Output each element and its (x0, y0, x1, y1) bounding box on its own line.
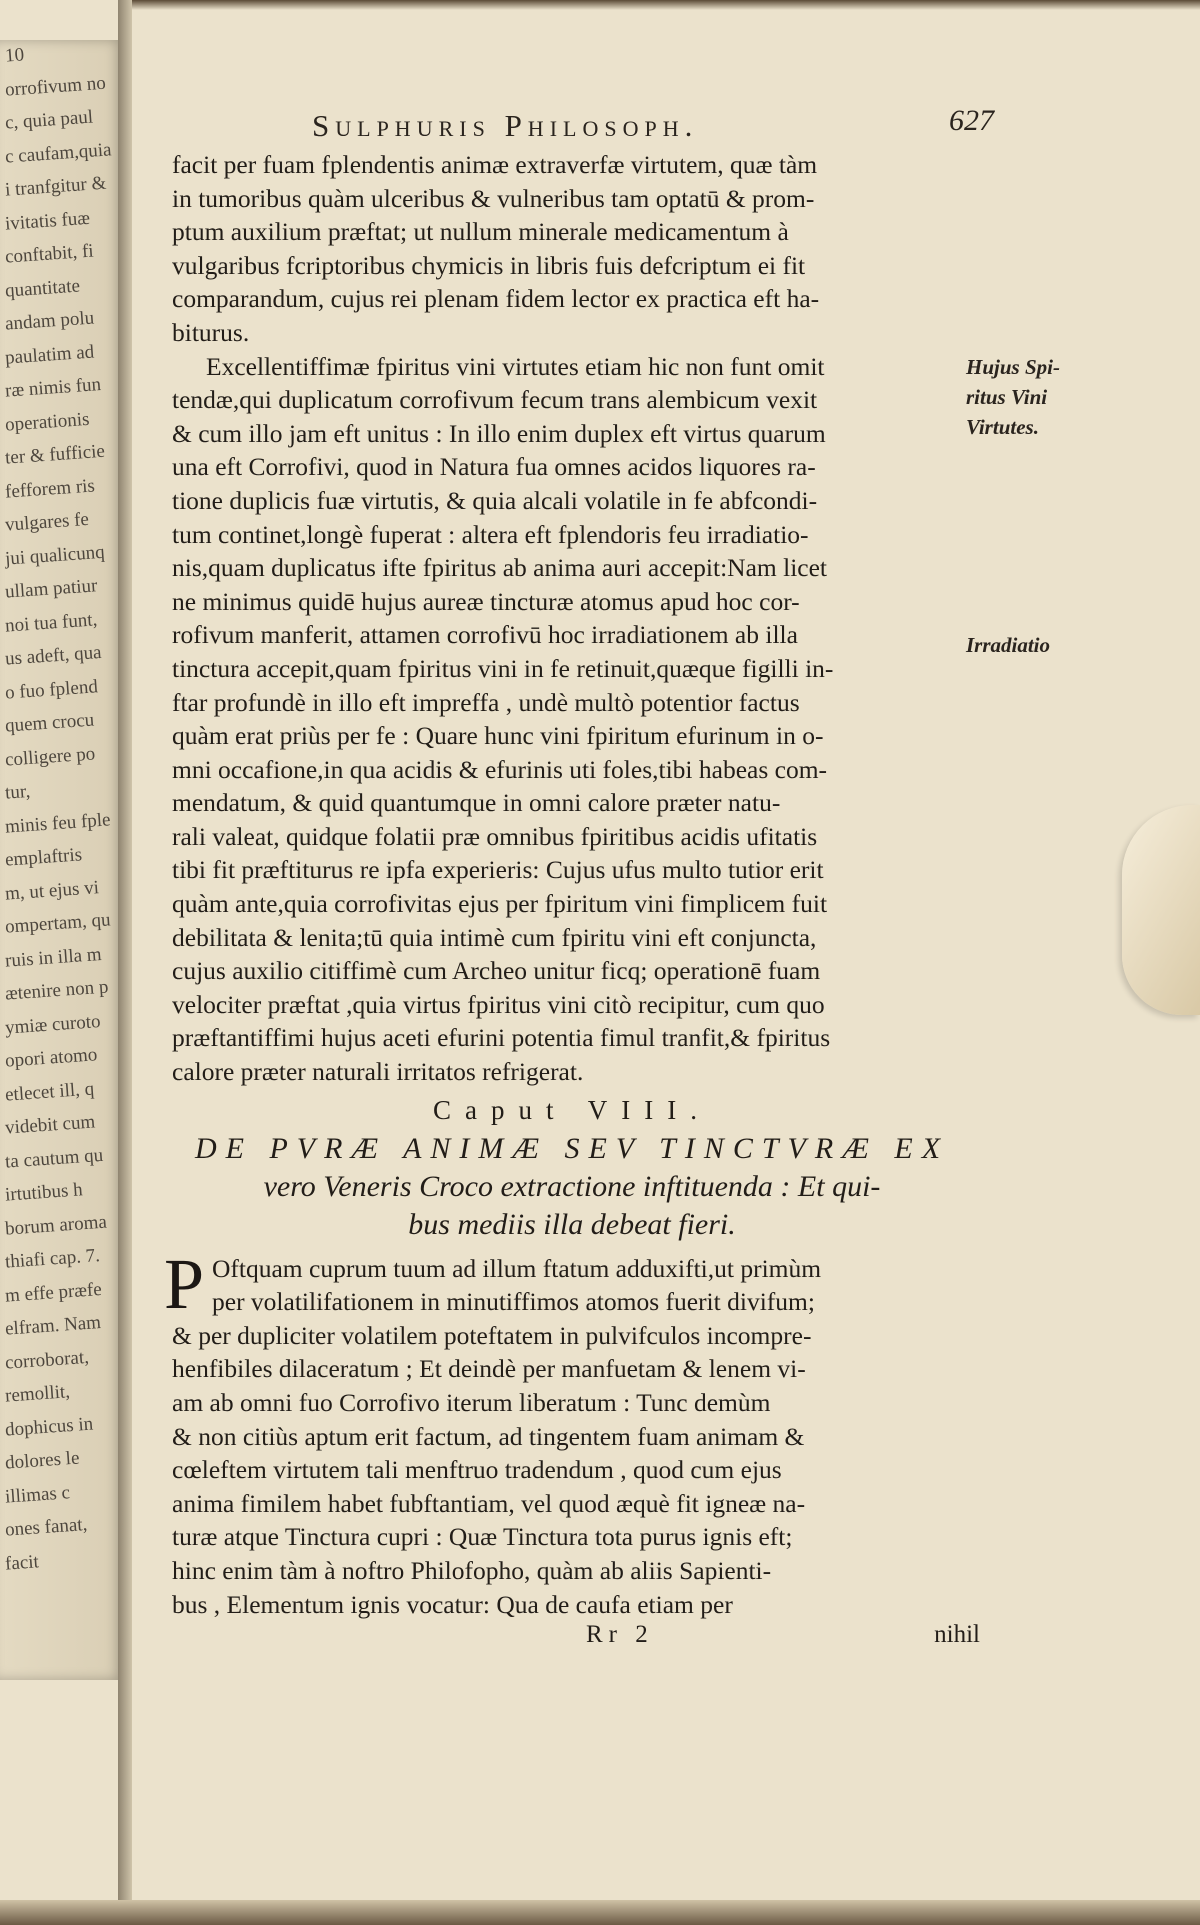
text-line: ptum auxilium præftat; ut nullum minerale medicamentum à (172, 217, 789, 247)
paragraph-3 (164, 1243, 972, 1622)
left-page-fragment: jui qualicunq (4, 541, 106, 570)
text-line: Oftquam cuprum tuum ad illum ftatum adduxifti,ut primùm (212, 1253, 822, 1283)
page-bottom-edge (0, 1900, 1200, 1925)
text-line: hinc enim tàm à noftro Philofopho, quàm ab aliis Sapienti- (172, 1555, 772, 1585)
text-line: henfibiles dilaceratum ; Et deindè per manfuetam & lenem vi- (172, 1354, 806, 1384)
paragraph-2 (172, 350, 972, 1089)
left-page-fragment: orrofivum no (4, 72, 107, 101)
text-line: tione duplicis fuæ virtutis, & quia alcali volatile in fe abfcondi- (172, 485, 818, 515)
left-page-fragment: etlecet ill, q (4, 1077, 95, 1106)
left-page-fragment: m, ut ejus vi (4, 876, 100, 905)
left-page-fragment: videbit cum (4, 1111, 96, 1139)
left-page-fragment: ætenire non p (4, 976, 110, 1005)
left-page-fragment: ter & fufficie (4, 440, 106, 469)
chapter-heading: Caput VIII. (433, 1094, 711, 1125)
text-line: am ab omni fuo Corrofivo iterum liberatum : Tunc demùm (172, 1388, 771, 1417)
page-number: 627 (949, 104, 994, 137)
text-line: ftar profundè in illo eft impreffa , undè multò potentior factus (172, 687, 800, 717)
text-line: & cum illo jam eft unitus : In illo enim duplex eft virtus quarum (172, 418, 826, 448)
left-page-fragment: opori atomo (4, 1044, 99, 1072)
left-page-fragment: colligere po (4, 742, 96, 771)
catchword: nihil (934, 1621, 980, 1649)
paragraph-1 (172, 148, 972, 350)
text-line: comparandum, cujus rei plenam fidem lector ex practica eft ha- (172, 284, 820, 314)
text-line: ne minimus quidē hujus aureæ tincturæ atomus apud hoc cor- (172, 586, 800, 616)
left-page-strip (0, 40, 125, 1680)
left-page-fragment: vulgares fe (4, 508, 90, 536)
text-line: nis,quam duplicatus ifte fpiritus ab anima auri accepit:Nam licet (172, 553, 827, 583)
signature-mark: Rr 2 (586, 1621, 654, 1649)
page-footer (172, 1621, 980, 1657)
left-page-fragment: quem crocu (4, 709, 95, 737)
text-line: anima fimilem habet fubftantiam, vel quod æquè fit igneæ na- (172, 1488, 806, 1518)
chapter-title-line: vero Veneris Croco extractione inftituenda : Et qui- (263, 1169, 881, 1203)
marginal-line: ritus Vini (966, 385, 1048, 409)
text-line: tum continet,longè fuperat : altera eft fplendoris feu irradiatio- (172, 519, 809, 549)
text-line: facit per fuam fplendentis animæ extraverfæ virtutem, quæ tàm (172, 150, 818, 179)
chapter-title (172, 1130, 972, 1244)
left-page-fragment: ones fanat, (4, 1513, 88, 1541)
left-page-fragment: tur, (4, 780, 31, 804)
left-page-fragment: c caufam,quia (4, 138, 113, 168)
left-page-fragment: conftabit, fi (4, 240, 95, 268)
marginal-line: Hujus Spi- (966, 355, 1060, 379)
text-line: in tumoribus quàm ulceribus & vulneribus tam optatū & prom- (172, 183, 815, 213)
left-page-fragment: ta cautum qu (4, 1144, 104, 1173)
drop-cap: P (164, 1243, 205, 1324)
text-line: calore præter naturali irritatos refrigerat. (172, 1057, 584, 1087)
left-page-fragment: o fuo fplend (4, 675, 99, 704)
left-page-fragment: dophicus in (4, 1413, 94, 1441)
left-page-fragment: ivitatis fuæ (4, 207, 91, 235)
text-line: una eft Corrofivi, quod in Natura fua omnes acidos liquores ra- (172, 452, 816, 482)
left-page-fragment: irtutibus h (4, 1179, 84, 1206)
main-text-block (164, 104, 994, 1657)
left-page-fragment: facit (4, 1550, 40, 1575)
text-line: cœleftem virtutem tali menftruo tradendum , quod cum ejus (172, 1455, 782, 1485)
text-line: per volatilifationem in minutiffimos atomos fuerit divifum; (212, 1287, 815, 1317)
page-header (172, 104, 994, 148)
left-page-fragment: ruis in illa m (4, 943, 103, 972)
text-line: Excellentiffimæ fpiritus vini virtutes etiam hic non funt omit (206, 351, 825, 381)
left-page-fragment: illimas c (4, 1481, 71, 1508)
text-line: tibi fit præftiturus re ipfa experieris: Cujus ufus multo tutior erit (172, 855, 824, 885)
left-page-fragment: fefforem ris (4, 474, 96, 503)
text-line: tendæ,qui duplicatum corrofivum fecum trans alembicum vexit (172, 385, 818, 415)
marginal-note-irradiatio: Irradiatio (966, 633, 1051, 657)
left-page-fragment: quantitate (4, 274, 81, 302)
left-page-fragment: borum aroma (4, 1211, 108, 1240)
text-line: debilitata & lenita;tū quia intimè cum fpiritu vini eft conjuncta, (172, 922, 817, 952)
left-page-fragment: i tranfgitur & (4, 172, 107, 201)
text-line: præftantiffimi hujus aceti efurini potentia fimul tranfit,& fpiritus (172, 1023, 831, 1053)
text-line: & non citiùs aptum erit factum, ad tingentem fuam animam & (172, 1421, 805, 1451)
text-line: bus , Elementum ignis vocatur: Qua de caufa etiam per (172, 1589, 733, 1619)
text-line: mendatum, & quid quantumque in omni calore præter natu- (172, 788, 781, 818)
left-page-fragment: 10 (4, 44, 25, 67)
text-line: & per dupliciter volatilem poteftatem in pulvifculos incompre- (172, 1320, 812, 1350)
page-top-edge (125, 0, 1200, 10)
marginal-note-spiritus (966, 352, 1060, 442)
text-line: tinctura accepit,quam fpiritus vini in fe retinuit,quæque figilli in- (172, 653, 834, 683)
marginal-line: Virtutes. (966, 415, 1039, 439)
text-line: biturus. (172, 317, 250, 347)
left-page-fragment: minis feu fple (4, 808, 112, 838)
left-page-fragment: m effe præfe (4, 1278, 103, 1307)
left-page-fragment: remollit, (4, 1381, 71, 1407)
text-line: rali valeat, quidque folatii præ omnibus fpiritibus acidis ufitatis (172, 821, 818, 851)
text-line: rofivum manferit, attamen corrofivū hoc irradiationem ab illa (172, 620, 798, 650)
paragraph-3-rest (172, 1319, 972, 1621)
folded-corner-leaf (1122, 805, 1200, 1015)
left-page-fragment: paulatim ad (4, 340, 95, 369)
text-line: quàm erat priùs per fe : Quare hunc vini fpiritum efurinum in o- (172, 721, 824, 751)
book-gutter (118, 0, 132, 1925)
text-line: quàm ante,quia corrofivitas ejus per fpiritum vini fimplicem fuit (172, 889, 828, 919)
left-page-fragment: operationis (4, 408, 91, 436)
left-page-fragment: ræ nimis fun (4, 374, 102, 402)
left-page-fragment: ymiæ curoto (4, 1010, 102, 1039)
text-line: velociter præftat ,quia virtus fpiritus vini citò recipitur, cum quo (172, 989, 825, 1019)
text-line: cujus auxilio citiffimè cum Archeo unitur ficq; operationē fuam (172, 956, 821, 986)
running-title: Sulphuris Philosoph. (312, 108, 699, 143)
text-line: turæ atque Tinctura cupri : Quæ Tinctura tota purus ignis eft; (172, 1522, 793, 1552)
left-page-fragment: us adeft, qua (4, 641, 103, 670)
left-page-fragment: noi tua funt, (4, 608, 99, 637)
left-page-fragment: andam polu (4, 307, 95, 335)
left-page-fragment: dolores le (4, 1447, 81, 1474)
chapter-title-line: bus mediis illa debeat fieri. (408, 1207, 736, 1241)
left-page-fragment: ompertam, qu (4, 909, 112, 938)
left-page-fragment: ullam patiur (4, 575, 98, 603)
left-page-fragment: corroborat, (4, 1346, 90, 1374)
left-page-fragment: elfram. Nam (4, 1312, 102, 1340)
chapter-title-line: DE PVRÆ ANIMÆ SEV TINCTVRÆ EX (194, 1131, 950, 1165)
left-page-fragment: thiafi cap. 7. (4, 1245, 101, 1273)
paragraph-3-text (172, 1252, 972, 1319)
left-page-fragment: emplaftris (4, 844, 83, 871)
text-line: vulgaribus fcriptoribus chymicis in libris fuis defcriptum ei fit (172, 250, 806, 280)
left-page-fragment: c, quia paul (4, 106, 94, 134)
text-line: mni occafione,in qua acidis & efurinis uti foles,tibi habeas com- (172, 754, 828, 784)
